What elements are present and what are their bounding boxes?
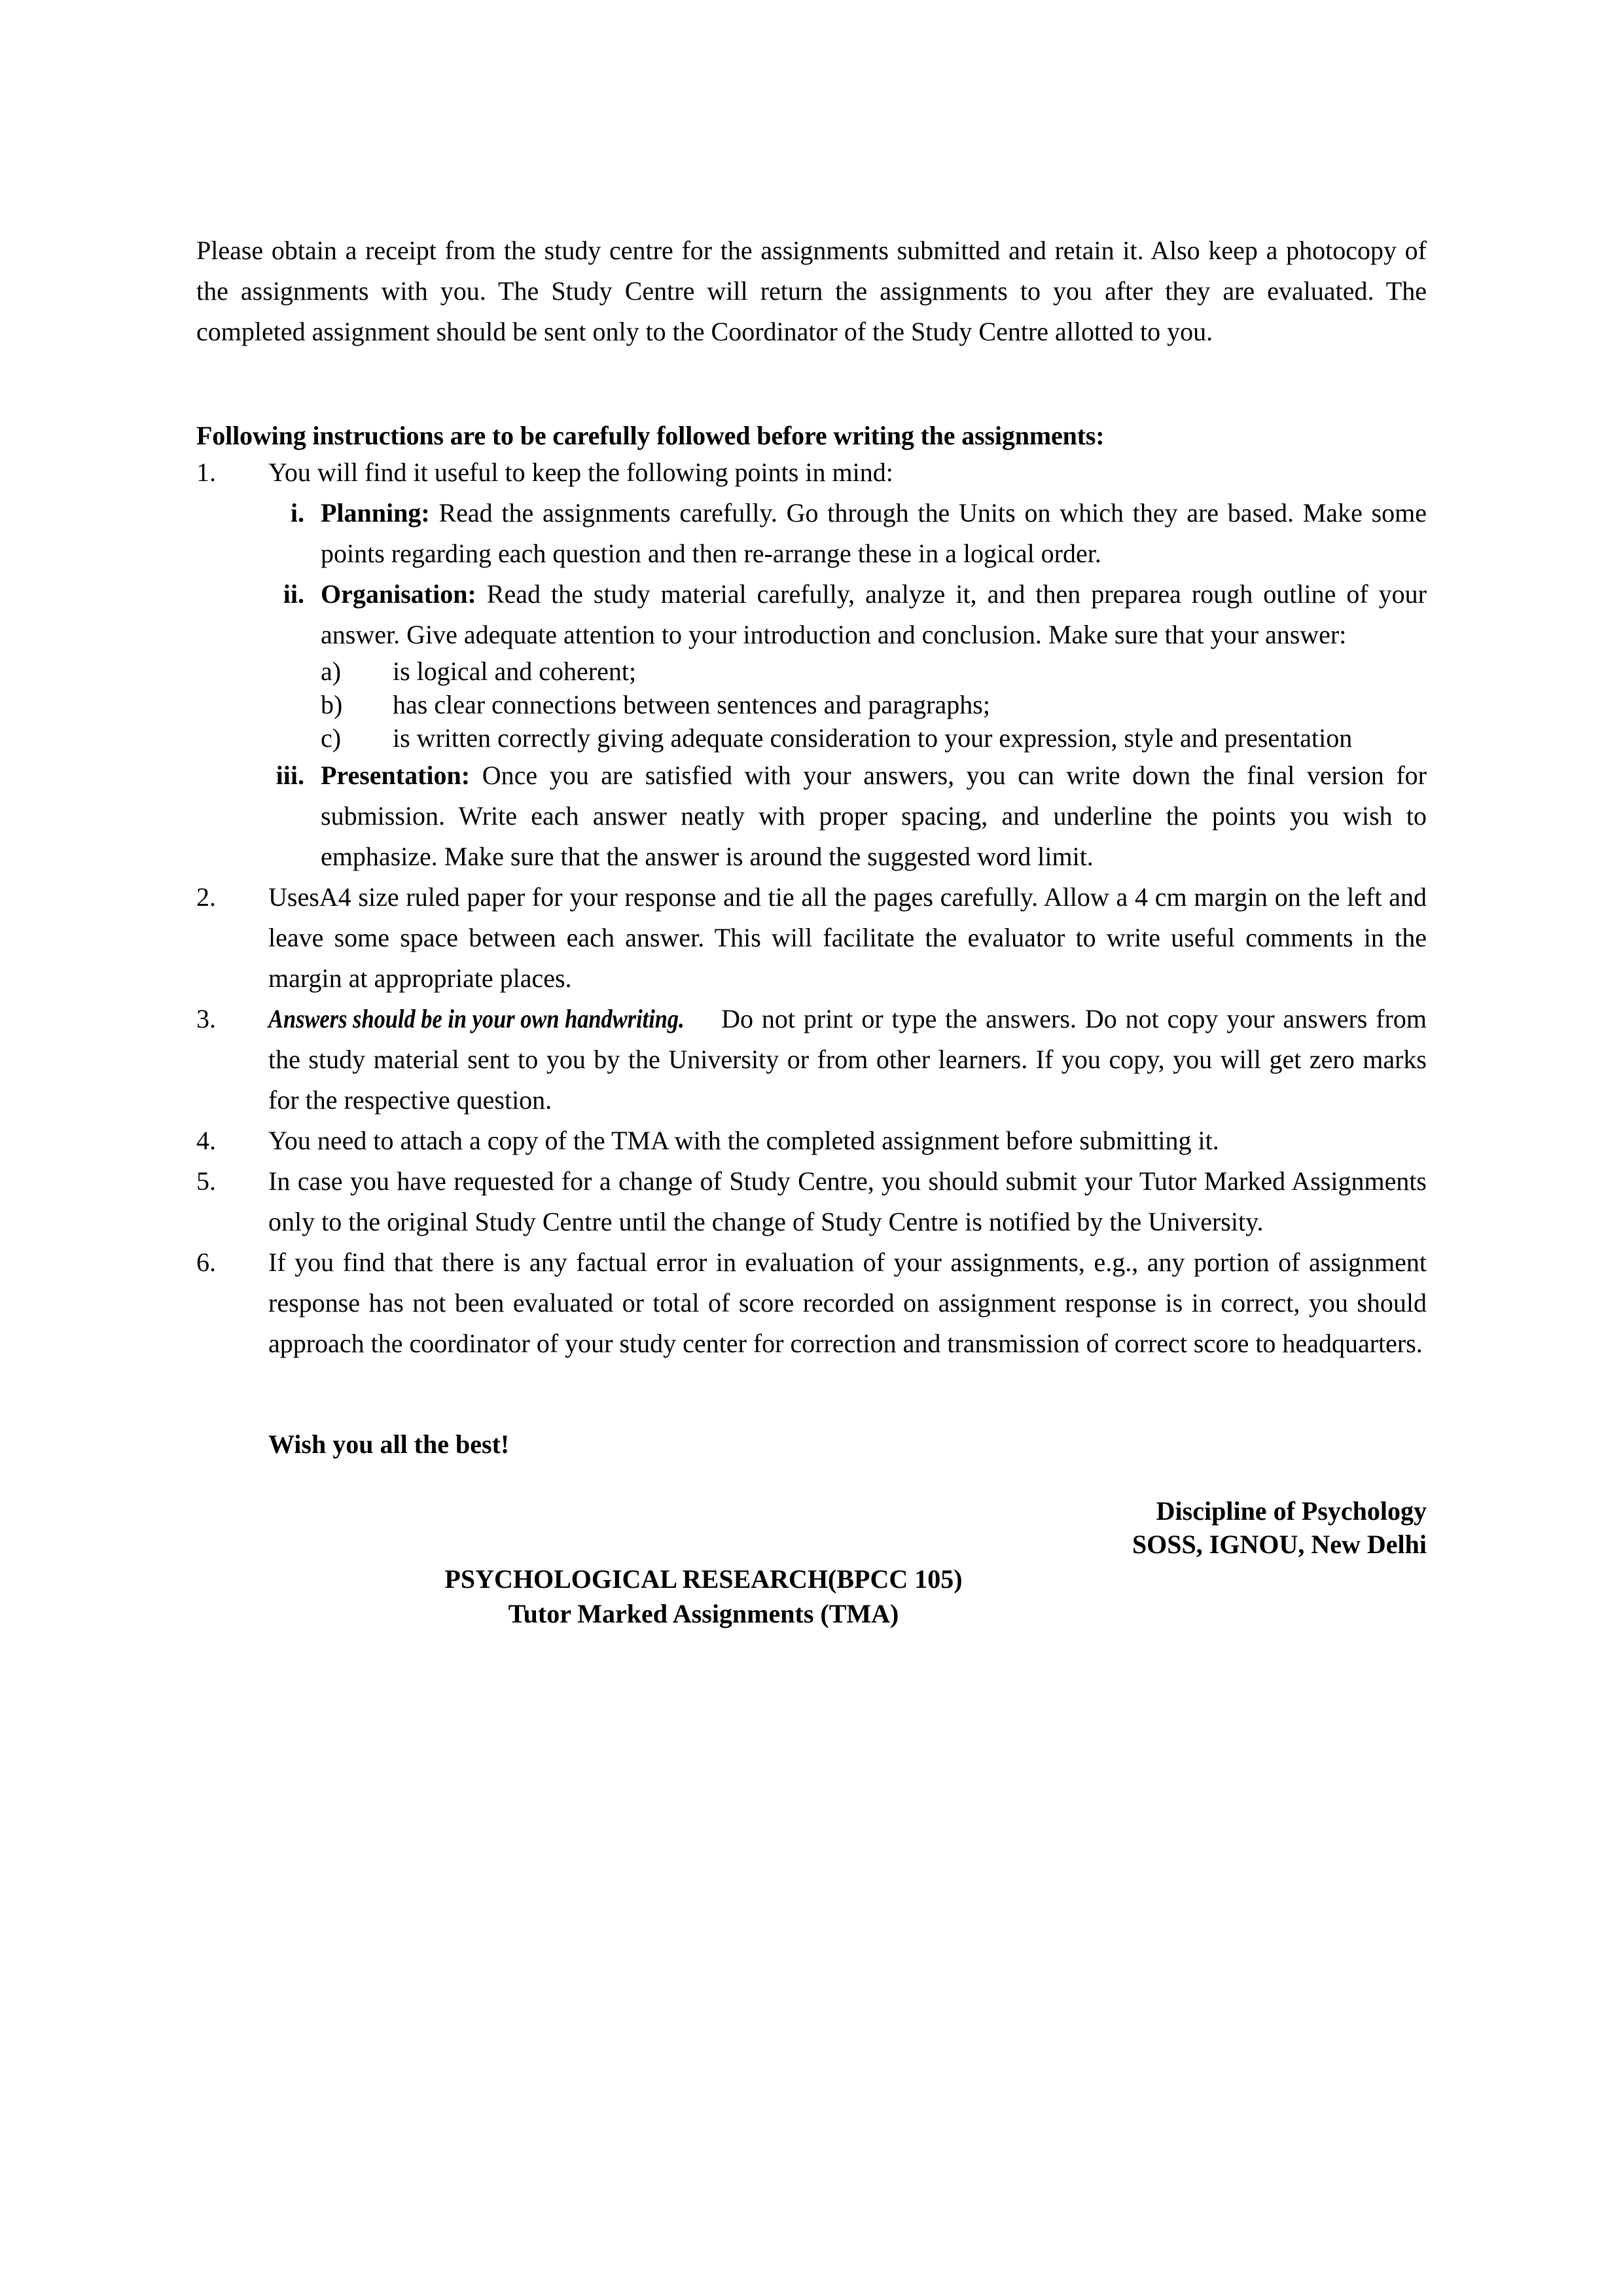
wish-text: Wish you all the best! [268, 1429, 510, 1459]
course-title: PSYCHOLOGICAL RESEARCH(BPCC 105) [444, 1564, 963, 1594]
sublist-item-organisation [196, 574, 1427, 655]
list-item-4 [196, 1121, 1427, 1161]
list-marker: 4. [196, 1125, 216, 1155]
sublist-alpha [196, 655, 1427, 755]
list-marker: 5. [196, 1166, 216, 1196]
sublist-item-lead: Planning: [321, 498, 430, 528]
sublist-item-lead: Presentation: [321, 760, 471, 790]
list-marker: 3. [196, 1003, 216, 1033]
sublist-alpha-text: is written correctly giving adequate consideration to your expression, style and presentation [393, 723, 1353, 753]
sublist-alpha-marker: b) [321, 689, 343, 719]
list-item-text: If you find that there is any factual error in evaluation of your assignments, e.g., any portion of assignment response has not been evaluated or total of score recorded on assignment response is in correct, you should approach the coordinator of your study center for correction and transmission of correct score to headquarters. [268, 1247, 1427, 1358]
signature-line-1: Discipline of Psychology [1156, 1496, 1427, 1526]
list-item-text: Do not print or type the answers. Do not copy your answers from the study material sent to you by the University or from other learners. If you copy, you will get zero marks for the respective question. [268, 1003, 1427, 1115]
sublist-item-lead: Organisation: [321, 579, 476, 609]
list-marker: 2. [196, 882, 216, 912]
sublist-item-presentation [196, 755, 1427, 877]
sublist-marker: i. [290, 498, 304, 528]
list-item-emphasis: Answers should be in your own handwriting. [268, 1003, 685, 1033]
list-item-5 [196, 1161, 1427, 1242]
list-marker: 1. [196, 457, 216, 488]
sublist-alpha-text: is logical and coherent; [393, 656, 637, 687]
list-item-1 [196, 452, 1427, 493]
closing-block [196, 1364, 1427, 1631]
list-item-2 [196, 877, 1427, 999]
page-content [196, 230, 1427, 1630]
sublist-alpha-marker: c) [321, 723, 342, 753]
list-item-6 [196, 1242, 1427, 1364]
course-subtitle: Tutor Marked Assignments (TMA) [508, 1599, 899, 1629]
sublist-item-planning [196, 493, 1427, 574]
sublist-alpha-item-a [196, 655, 1427, 689]
sublist-marker: iii. [276, 760, 304, 790]
sublist-item-text: Read the study material carefully, analyze it, and then preparea rough outline of your answer. Give adequate attention to your introduction and conclusion. Make sure that your answer: [321, 579, 1427, 650]
sublist-alpha-item-b [196, 689, 1427, 722]
sublist-alpha-item-c [196, 722, 1427, 755]
list-item-text: In case you have requested for a change of Study Centre, you should submit your Tutor Marked Assignments only to the original Study Centre until the change of Study Centre is notified by the University. [268, 1166, 1427, 1236]
intro-paragraph: Please obtain a receipt from the study centre for the assignments submitted and retain it. Also keep a photocopy of the assignments with you. The Study Centre will return the assignments to you after they are evaluated. The completed assignment should be sent only to the Coordinator of the Study Centre allotted to you. [196, 236, 1427, 346]
sublist-alpha-text: has clear connections between sentences and paragraphs; [393, 689, 990, 719]
sublist-alpha-marker: a) [321, 656, 342, 687]
list-item-text: UsesA4 size ruled paper for your response and tie all the pages carefully. Allow a 4 cm margin on the left and leave some space between each answer. This will facilitate the evaluator to write useful comments in the margin at appropriate places. [268, 882, 1427, 993]
list-item-text: You need to attach a copy of the TMA with the completed assignment before submitting it. [268, 1125, 1219, 1155]
sublist-item-text: Once you are satisfied with your answers, you can write down the final version for submission. Write each answer neatly with proper spacing, and underline the points you wish to emphasize. Make sure that the answer is around the suggested word limit. [321, 760, 1427, 871]
sublist-marker: ii. [283, 579, 304, 609]
list-item-text: You will find it useful to keep the following points in mind: [268, 457, 893, 488]
sublist-item-text: Read the assignments carefully. Go through the Units on which they are based. Make some points regarding each question and then re-arrange these in a logical order. [321, 498, 1427, 569]
sublist-roman [196, 493, 1427, 876]
section-heading: Following instructions are to be carefully followed before writing the assignments: [196, 421, 1105, 450]
list-item-3 [196, 999, 1427, 1121]
signature-line-2: SOSS, IGNOU, New Delhi [1132, 1529, 1427, 1559]
list-marker: 6. [196, 1247, 216, 1277]
